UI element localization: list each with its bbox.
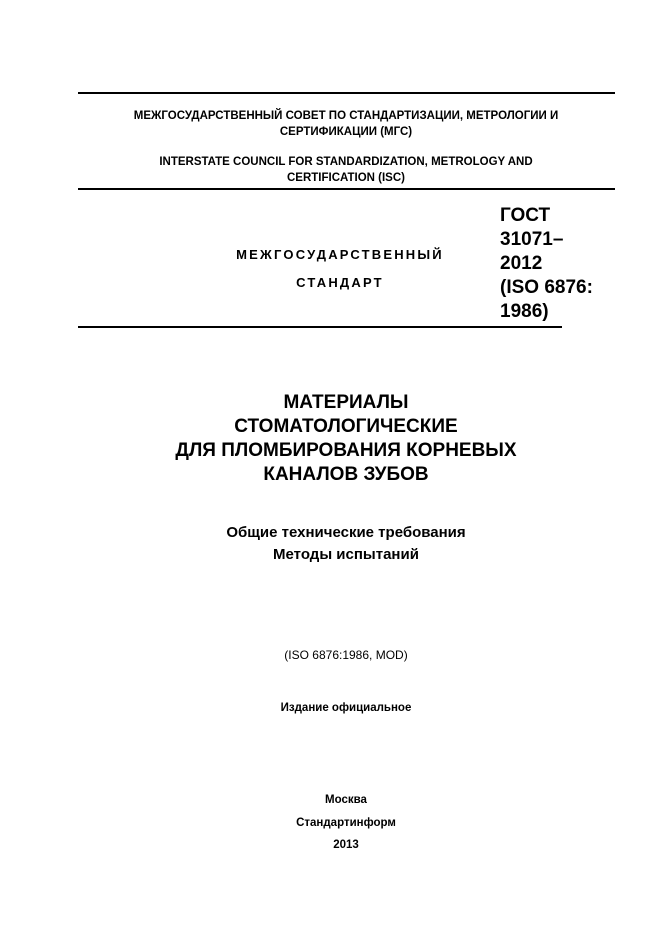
middle-rule <box>78 188 615 190</box>
title-line: КАНАЛОВ ЗУБОВ <box>263 464 429 485</box>
council-name-russian <box>80 108 612 140</box>
designation-line: ГОСТ <box>500 205 551 226</box>
imprint-year: 2013 <box>333 839 359 851</box>
bottom-rule <box>78 326 562 328</box>
title-line: МАТЕРИАЛЫ <box>283 392 409 413</box>
document-subtitle <box>80 522 612 566</box>
council-en-line-1: INTERSTATE COUNCIL FOR STANDARDIZATION, METROLOGY AND <box>159 156 533 168</box>
title-line: СТОМАТОЛОГИЧЕСКИЕ <box>234 416 458 437</box>
council-ru-line-1: МЕЖГОСУДАРСТВЕННЫЙ СОВЕТ ПО СТАНДАРТИЗАЦИИ, МЕТРОЛОГИИ И <box>133 110 559 122</box>
designation-line: 31071– <box>500 229 564 250</box>
council-ru-line-2: СЕРТИФИКАЦИИ (МГС) <box>279 126 413 138</box>
standard-label-line-1: МЕЖГОСУДАРСТВЕННЫЙ <box>236 247 444 262</box>
council-name-english <box>80 154 612 186</box>
title-line: ДЛЯ ПЛОМБИРОВАНИЯ КОРНЕВЫХ <box>175 440 517 461</box>
imprint-publisher: Стандартинформ <box>296 817 396 829</box>
standard-label-line-2: СТАНДАРТ <box>296 275 384 290</box>
top-rule <box>78 92 615 94</box>
subtitle-line: Методы испытаний <box>273 546 419 563</box>
iso-reference: (ISO 6876:1986, MOD) <box>284 648 408 662</box>
council-en-line-2: CERTIFICATION (ISC) <box>287 172 405 184</box>
designation-line: 2012 <box>500 253 543 274</box>
edition-label: Издание официальное <box>280 702 412 714</box>
standard-designation <box>500 204 615 324</box>
subtitle-line: Общие технические требования <box>226 524 466 541</box>
designation-line: 1986) <box>500 301 549 322</box>
designation-line: (ISO 6876: <box>500 277 593 298</box>
imprint-city: Москва <box>325 794 367 806</box>
document-title <box>80 391 612 487</box>
